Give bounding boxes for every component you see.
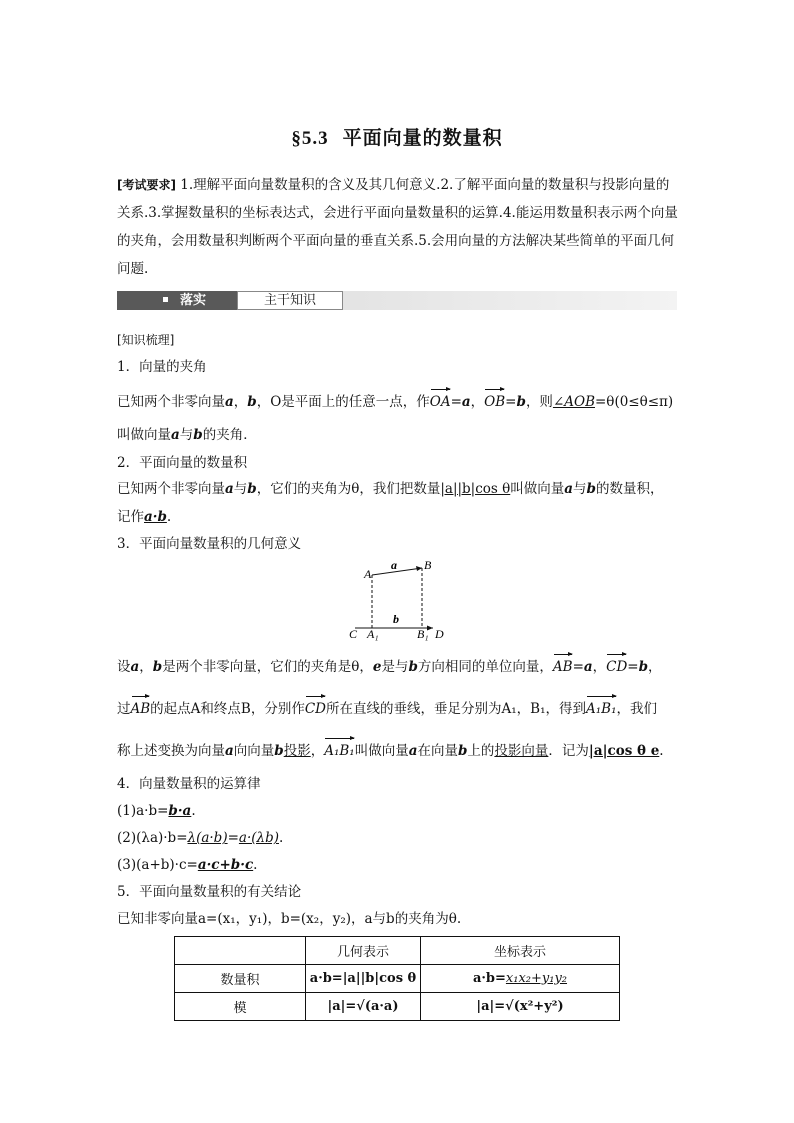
- text: 的数量积，: [595, 481, 664, 497]
- vec-A1B1: A₁B₁: [324, 740, 355, 762]
- s2-line2: [117, 506, 171, 528]
- banner-left-text: 落实: [180, 293, 207, 308]
- table-cell: [421, 965, 620, 993]
- text: ，: [648, 659, 662, 675]
- vec-b: b: [193, 427, 203, 443]
- vec-A1B1: A₁B₁: [586, 698, 617, 720]
- table-header: 几何表示: [306, 937, 421, 965]
- text: 叫做向量: [117, 427, 171, 443]
- angle-AOB: ∠AOB: [552, 394, 595, 410]
- label-B1: B₁: [417, 627, 429, 641]
- text: 是两个非零向量，它们的夹角是θ，: [162, 659, 373, 675]
- text: ．记为: [548, 743, 589, 759]
- section-banner: [117, 291, 677, 310]
- text: ，: [470, 394, 485, 410]
- text: 的起点A和终点B，分别作: [150, 701, 305, 717]
- vec-CD: CD: [305, 698, 326, 720]
- text: 与: [233, 481, 248, 497]
- text: 过: [117, 701, 131, 717]
- rule-1: [117, 800, 196, 822]
- section-title: 平面向量的数量积: [342, 127, 503, 149]
- vec-b: b: [152, 659, 163, 675]
- term-projection: 投影: [283, 743, 311, 759]
- exam-text: 1.理解平面向量数量积的含义及其几何意义.2.了解平面向量的数量积与投影向量的关系.3.掌握数量积的坐标表达式，会进行平面向量数量积的运算.4.能运用数量积表示两个向量的夹角，会用数量积判断两个平面向量的垂直关系.5.会用向量的方法解决某些简单的平面几何问题.: [117, 177, 678, 277]
- vec-a: a: [225, 743, 234, 759]
- table-cell: |a|=√(x²+y²): [421, 993, 620, 1021]
- text: 与: [179, 427, 194, 443]
- text: 记作: [117, 509, 144, 525]
- rule-2: [117, 827, 283, 849]
- s4-heading: 4．向量数量积的运算律: [117, 776, 261, 792]
- label-C: C: [349, 627, 358, 641]
- page-title: [0, 123, 794, 150]
- exam-requirements: [117, 171, 680, 283]
- term-projection-vector: 投影向量: [494, 743, 549, 759]
- vec-a: a: [225, 394, 234, 410]
- text: 的夹角．: [202, 427, 257, 443]
- knowledge-label: [知识梳理]: [117, 333, 175, 347]
- vec-b: b: [638, 659, 649, 675]
- answer: b·a: [168, 803, 192, 819]
- text: .: [253, 857, 258, 873]
- text: =: [572, 659, 584, 675]
- vec-a: a: [583, 659, 593, 675]
- text: =: [227, 830, 239, 846]
- s1-line2: [117, 424, 257, 446]
- table-row: [175, 965, 620, 993]
- vector-AB: [372, 568, 422, 575]
- vec-b: b: [586, 481, 596, 497]
- text: 叫做向量: [510, 481, 565, 497]
- label-a: a: [391, 558, 397, 572]
- text: 上的: [467, 743, 495, 759]
- s5-intro: 已知非零向量a=(x₁，y₁)，b=(x₂，y₂)，a与b的夹角为θ.: [117, 911, 462, 927]
- text: 向向量: [233, 743, 275, 759]
- rule-3: [117, 854, 257, 876]
- vec-a: a: [130, 659, 140, 675]
- s3-line2: [117, 698, 657, 720]
- text: =θ(0≤θ≤π): [595, 394, 674, 410]
- projection-formula: |a|cos θ e: [588, 743, 660, 759]
- s5-heading: 5．平面向量数量积的有关结论: [117, 884, 302, 900]
- table-header-row: [175, 937, 620, 965]
- text: .: [166, 509, 172, 525]
- banner-left: [117, 291, 237, 310]
- vec-a: a: [564, 481, 574, 497]
- text: =: [505, 394, 517, 410]
- text: ，: [592, 659, 607, 675]
- text: ，则: [525, 394, 553, 410]
- vec-a: a: [461, 394, 471, 410]
- text: .: [659, 743, 664, 759]
- vec-a: a: [171, 427, 180, 443]
- s2-heading: 2．平面向量的数量积: [117, 455, 248, 471]
- table-cell: 模: [175, 993, 306, 1021]
- text: 设: [117, 659, 131, 675]
- label-A1: A₁: [367, 627, 379, 641]
- vec-b: b: [457, 743, 468, 759]
- answer: x₁x₂+y₁y₂: [505, 971, 568, 986]
- vec-a: a: [408, 743, 418, 759]
- text: (3)(a+b)·c=: [117, 857, 198, 873]
- answer: a·(λb): [238, 830, 279, 846]
- vec-AB: AB: [553, 656, 573, 678]
- table-cell: [175, 937, 306, 965]
- text: .: [191, 803, 196, 819]
- answer: λ(a·b): [187, 830, 228, 846]
- notation-ab: a·b: [144, 509, 167, 525]
- exam-label: [考试要求]: [117, 178, 176, 192]
- text: 在向量: [417, 743, 458, 759]
- square-icon: [163, 297, 168, 302]
- text: a·b=: [472, 971, 506, 986]
- dot-product-formula: |a||b|cos θ: [440, 481, 511, 497]
- vec-OB: OB: [484, 391, 505, 413]
- section-number: §5.3: [291, 128, 329, 149]
- vec-a: a: [225, 481, 234, 497]
- projection-diagram: [345, 558, 455, 642]
- vec-e: e: [372, 659, 382, 675]
- arrow-head: [416, 566, 422, 571]
- label-D: D: [435, 627, 444, 641]
- text: =: [450, 394, 462, 410]
- text: 所在直线的垂线，垂足分别为A₁，B₁，得到: [326, 701, 586, 717]
- s1-line1: [117, 391, 673, 413]
- text: ，: [233, 394, 248, 410]
- vec-AB: AB: [131, 698, 151, 720]
- text: 方向相同的单位向量，: [417, 659, 553, 675]
- text: 与: [573, 481, 587, 497]
- text: ，我们: [616, 701, 657, 717]
- table-cell: |a|=√(a·a): [306, 993, 421, 1021]
- vec-b: b: [247, 394, 257, 410]
- text: 是与: [381, 659, 409, 675]
- text: =: [627, 659, 639, 675]
- label-b: b: [393, 612, 399, 626]
- s3-line1: [117, 656, 662, 678]
- text: .: [278, 830, 284, 846]
- answer: a·c+b·c: [197, 857, 254, 873]
- banner-right: 主干知识: [237, 291, 343, 310]
- text: (1)a·b=: [117, 803, 169, 819]
- vec-OA: OA: [430, 391, 451, 413]
- text: ，: [310, 743, 325, 759]
- text: ，O是平面上的任意一点，作: [256, 394, 430, 410]
- text: (2)(λa)·b=: [117, 830, 188, 846]
- text: 已知两个非零向量: [117, 481, 225, 497]
- text: 叫做向量: [354, 743, 409, 759]
- vec-b: b: [274, 743, 284, 759]
- table-row: [175, 993, 620, 1021]
- vec-CD: CD: [606, 656, 627, 678]
- s3-line3: [117, 740, 664, 762]
- text: 称上述变换为向量: [117, 743, 225, 759]
- text: ，: [139, 659, 153, 675]
- text: ，它们的夹角为θ，我们把数量: [256, 481, 441, 497]
- table-cell: 数量积: [175, 965, 306, 993]
- vec-b: b: [516, 394, 526, 410]
- s2-line1: [117, 478, 663, 500]
- label-B: B: [424, 558, 432, 572]
- formula-table: [174, 936, 620, 1021]
- table-header: 坐标表示: [421, 937, 620, 965]
- s3-heading: 3．平面向量数量积的几何意义: [117, 536, 302, 552]
- label-A: A: [364, 567, 372, 581]
- table-cell: a·b=|a||b|cos θ: [306, 965, 421, 993]
- vec-b: b: [247, 481, 257, 497]
- s1-heading: 1．向量的夹角: [117, 359, 207, 375]
- text: 已知两个非零向量: [117, 394, 225, 410]
- vec-b: b: [408, 659, 418, 675]
